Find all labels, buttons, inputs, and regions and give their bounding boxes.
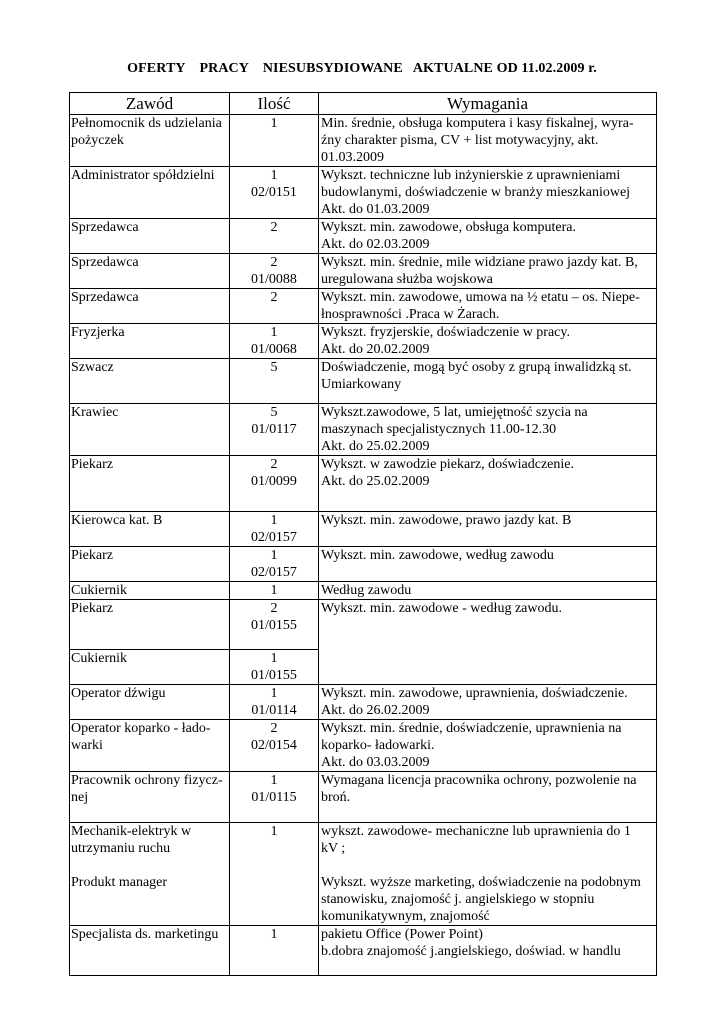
cell-zawod bbox=[70, 404, 230, 456]
cell-wymagania-line: b.dobra znajomość j.angielskiego, doświad. w handlu bbox=[321, 944, 621, 959]
cell-wymagania-line: Wykszt. w zawodzie piekarz, doświadczenie. bbox=[321, 457, 574, 472]
cell-ilosc-line: 2 bbox=[270, 721, 278, 736]
table-row bbox=[70, 115, 657, 167]
cell-ilosc bbox=[230, 582, 319, 600]
cell-zawod bbox=[70, 219, 230, 254]
cell-wymagania-line: Wykszt. min. zawodowe, według zawodu bbox=[321, 548, 554, 563]
cell-wymagania-line: budowlanymi, doświadczenie w branży mieszkaniowej bbox=[321, 185, 631, 200]
cell-zawod-line: utrzymaniu ruchu bbox=[71, 841, 171, 856]
cell-wymagania bbox=[319, 254, 657, 289]
cell-ilosc-line: 01/0155 bbox=[251, 668, 297, 683]
cell-wymagania bbox=[319, 772, 657, 823]
cell-ilosc-line: 01/0117 bbox=[251, 422, 297, 437]
cell-ilosc bbox=[230, 685, 319, 720]
cell-zawod-line: Piekarz bbox=[71, 457, 113, 472]
cell-wymagania-line: Akt. do 25.02.2009 bbox=[321, 474, 430, 489]
header-wymagania: Wymagania bbox=[319, 93, 657, 115]
cell-ilosc bbox=[230, 254, 319, 289]
cell-ilosc-line: 01/0068 bbox=[251, 342, 297, 357]
cell-wymagania-line: Doświadczenie, mogą być osoby z grupą inwalidzką st. bbox=[321, 360, 632, 375]
cell-ilosc-line: 01/0155 bbox=[251, 618, 297, 633]
cell-wymagania-line: komunikatywnym, znajomość bbox=[321, 909, 490, 924]
cell-wymagania bbox=[319, 115, 657, 167]
cell-zawod bbox=[70, 720, 230, 772]
cell-ilosc-line: 2 bbox=[270, 290, 278, 305]
cell-zawod bbox=[70, 324, 230, 359]
cell-wymagania-line: Akt. do 02.03.2009 bbox=[321, 237, 430, 252]
cell-ilosc-line: 1 bbox=[270, 548, 278, 563]
cell-ilosc-line: 1 bbox=[270, 583, 278, 598]
cell-wymagania-line: 01.03.2009 bbox=[321, 150, 384, 165]
cell-ilosc-line: 02/0157 bbox=[251, 565, 297, 580]
cell-zawod bbox=[70, 167, 230, 219]
cell-ilosc bbox=[230, 926, 319, 976]
cell-zawod-line: Cukiernik bbox=[71, 651, 127, 666]
cell-wymagania-line: Wykszt. techniczne lub inżynierskie z uprawnieniami bbox=[321, 168, 621, 183]
cell-ilosc-line: 01/0114 bbox=[251, 703, 297, 718]
cell-wymagania bbox=[319, 404, 657, 456]
cell-wymagania-line: koparko- ładowarki. bbox=[321, 738, 435, 753]
cell-wymagania bbox=[319, 547, 657, 582]
cell-wymagania-line: stanowisku, znajomość j. angielskiego w stopniu bbox=[321, 892, 595, 907]
cell-wymagania-line: Wykszt.zawodowe, 5 lat, umiejętność szycia na bbox=[321, 405, 588, 420]
cell-ilosc-line: 5 bbox=[270, 405, 278, 420]
cell-zawod-line: Fryzjerka bbox=[71, 325, 125, 340]
cell-wymagania-line: Wykszt. min. zawodowe, prawo jazdy kat. B bbox=[321, 513, 572, 528]
table-row bbox=[70, 512, 657, 547]
cell-zawod-line: Pełnomocnik ds udzielania bbox=[71, 116, 222, 131]
cell-wymagania bbox=[319, 289, 657, 324]
cell-ilosc bbox=[230, 289, 319, 324]
cell-wymagania bbox=[319, 167, 657, 219]
cell-wymagania-line: Wykszt. min. zawodowe, uprawnienia, doświadczenie. bbox=[321, 686, 628, 701]
header-zawod: Zawód bbox=[70, 93, 230, 115]
table-row bbox=[70, 167, 657, 219]
cell-ilosc-line: 1 bbox=[270, 686, 278, 701]
header-ilosc: Ilość bbox=[230, 93, 319, 115]
cell-zawod-line: Krawiec bbox=[71, 405, 119, 420]
cell-wymagania bbox=[319, 512, 657, 547]
cell-wymagania bbox=[319, 720, 657, 772]
cell-zawod bbox=[70, 115, 230, 167]
cell-wymagania-line: Wykszt. fryzjerskie, doświadczenie w pracy. bbox=[321, 325, 570, 340]
cell-ilosc bbox=[230, 547, 319, 582]
table-row bbox=[70, 582, 657, 600]
table-row bbox=[70, 772, 657, 823]
cell-ilosc bbox=[230, 359, 319, 404]
table-row bbox=[70, 254, 657, 289]
cell-zawod-line: Cukiernik bbox=[71, 583, 127, 598]
cell-ilosc-line: 1 bbox=[270, 651, 278, 666]
cell-ilosc bbox=[230, 167, 319, 219]
cell-wymagania bbox=[319, 823, 657, 926]
cell-zawod bbox=[70, 512, 230, 547]
cell-ilosc-line: 1 bbox=[270, 824, 278, 839]
cell-zawod bbox=[70, 772, 230, 823]
cell-ilosc bbox=[230, 324, 319, 359]
table-row bbox=[70, 720, 657, 772]
cell-wymagania-line: broń. bbox=[321, 790, 351, 805]
cell-ilosc bbox=[230, 115, 319, 167]
cell-wymagania bbox=[319, 219, 657, 254]
cell-wymagania-line: Wymagana licencja pracownika ochrony, pozwolenie na bbox=[321, 773, 637, 788]
cell-wymagania-line: Wykszt. min. zawodowe, obsługa komputera. bbox=[321, 220, 576, 235]
cell-wymagania-line: Akt. do 25.02.2009 bbox=[321, 439, 430, 454]
cell-ilosc-line: 1 bbox=[270, 168, 278, 183]
cell-wymagania-line: Akt. do 01.03.2009 bbox=[321, 202, 430, 217]
cell-zawod-line: Kierowca kat. B bbox=[71, 513, 163, 528]
cell-wymagania-line: Umiarkowany bbox=[321, 377, 402, 392]
cell-ilosc bbox=[230, 404, 319, 456]
cell-zawod-line: Operator koparko - łado- bbox=[71, 721, 211, 736]
cell-ilosc-line: 1 bbox=[270, 325, 278, 340]
cell-ilosc-line: 02/0151 bbox=[251, 185, 297, 200]
table-row bbox=[70, 359, 657, 404]
cell-ilosc-line: 2 bbox=[270, 220, 278, 235]
cell-wymagania-line: Akt. do 26.02.2009 bbox=[321, 703, 430, 718]
cell-zawod-line: Piekarz bbox=[71, 548, 113, 563]
table-row bbox=[70, 823, 657, 926]
cell-zawod bbox=[70, 823, 230, 926]
cell-wymagania-line: maszynach specjalistycznych 11.00-12.30 bbox=[321, 422, 557, 437]
cell-wymagania-line: kV ; bbox=[321, 841, 346, 856]
cell-zawod-line: warki bbox=[71, 738, 103, 753]
cell-zawod bbox=[70, 359, 230, 404]
document-title: OFERTY PRACY NIESUBSYDIOWANE AKTUALNE OD 11.02.2009 r. bbox=[127, 61, 597, 76]
cell-ilosc-line: 1 bbox=[270, 773, 278, 788]
cell-ilosc-line: 02/0154 bbox=[251, 738, 297, 753]
cell-zawod-line bbox=[71, 857, 228, 874]
cell-wymagania-line: uregulowana służba wojskowa bbox=[321, 272, 493, 287]
cell-wymagania bbox=[319, 324, 657, 359]
table-row bbox=[70, 404, 657, 456]
cell-wymagania-line: Wykszt. min. średnie, mile widziane prawo jazdy kat. B, bbox=[321, 255, 638, 270]
cell-ilosc bbox=[230, 823, 319, 926]
cell-zawod bbox=[70, 547, 230, 582]
cell-wymagania bbox=[319, 926, 657, 976]
table-header-row bbox=[70, 93, 657, 115]
cell-zawod-line: Szwacz bbox=[71, 360, 114, 375]
cell-wymagania bbox=[319, 685, 657, 720]
cell-wymagania-line: Wykszt. wyższe marketing, doświadczenie na podobnym bbox=[321, 875, 641, 890]
table-row bbox=[70, 685, 657, 720]
cell-wymagania-line: Min. średnie, obsługa komputera i kasy fiskalnej, wyra- bbox=[321, 116, 634, 131]
cell-zawod bbox=[70, 926, 230, 976]
table-row bbox=[70, 926, 657, 976]
cell-wymagania bbox=[319, 359, 657, 404]
cell-zawod-line: Produkt manager bbox=[71, 875, 168, 890]
cell-wymagania-line: Akt. do 03.03.2009 bbox=[321, 755, 430, 770]
cell-wymagania-line: Według zawodu bbox=[321, 583, 412, 598]
job-offers-table bbox=[69, 92, 657, 976]
table-row bbox=[70, 289, 657, 324]
cell-wymagania-line: Wykszt. min. zawodowe - według zawodu. bbox=[321, 601, 562, 616]
table-row bbox=[70, 324, 657, 359]
cell-wymagania-line: Wykszt. min. średnie, doświadczenie, uprawnienia na bbox=[321, 721, 622, 736]
cell-zawod bbox=[70, 254, 230, 289]
table-row bbox=[70, 600, 657, 650]
cell-ilosc-line: 2 bbox=[270, 457, 278, 472]
cell-wymagania-line: łnosprawności .Praca w Żarach. bbox=[321, 307, 500, 322]
cell-wymagania-line: Wykszt. min. zawodowe, umowa na ½ etatu – os. Niepe- bbox=[321, 290, 640, 305]
cell-ilosc-line: 2 bbox=[270, 601, 278, 616]
cell-zawod bbox=[70, 456, 230, 512]
table-row bbox=[70, 456, 657, 512]
cell-ilosc bbox=[230, 600, 319, 650]
cell-ilosc-line: 5 bbox=[270, 360, 278, 375]
cell-zawod bbox=[70, 650, 230, 685]
cell-zawod-line: Operator dźwigu bbox=[71, 686, 166, 701]
cell-ilosc-line: 01/0115 bbox=[251, 790, 297, 805]
cell-ilosc bbox=[230, 650, 319, 685]
cell-zawod-line: Mechanik-elektryk w bbox=[71, 824, 192, 839]
cell-wymagania-line bbox=[321, 857, 655, 874]
cell-zawod-line: Sprzedawca bbox=[71, 220, 139, 235]
cell-zawod bbox=[70, 685, 230, 720]
cell-zawod bbox=[70, 582, 230, 600]
cell-wymagania bbox=[319, 456, 657, 512]
cell-ilosc bbox=[230, 456, 319, 512]
cell-ilosc-line: 1 bbox=[270, 927, 278, 942]
cell-zawod-line: Administrator spółdzielni bbox=[71, 168, 215, 183]
cell-ilosc-line: 01/0099 bbox=[251, 474, 297, 489]
table-row bbox=[70, 547, 657, 582]
cell-wymagania-line: źny charakter pisma, CV + list motywacyjny, akt. bbox=[321, 133, 599, 148]
cell-zawod-line: Piekarz bbox=[71, 601, 113, 616]
cell-zawod bbox=[70, 289, 230, 324]
cell-ilosc-line: 01/0088 bbox=[251, 272, 297, 287]
cell-ilosc-line: 1 bbox=[270, 513, 278, 528]
cell-ilosc-line: 1 bbox=[270, 116, 278, 131]
cell-wymagania-line: wykszt. zawodowe- mechaniczne lub uprawnienia do 1 bbox=[321, 824, 631, 839]
cell-ilosc bbox=[230, 772, 319, 823]
cell-wymagania-line: pakietu Office (Power Point) bbox=[321, 927, 483, 942]
cell-zawod-line: Sprzedawca bbox=[71, 255, 139, 270]
cell-ilosc-line: 2 bbox=[270, 255, 278, 270]
cell-zawod-line: nej bbox=[71, 790, 89, 805]
cell-ilosc-line: 02/0157 bbox=[251, 530, 297, 545]
cell-wymagania-line: Akt. do 20.02.2009 bbox=[321, 342, 430, 357]
cell-zawod-line: Specjalista ds. marketingu bbox=[71, 927, 219, 942]
table-row bbox=[70, 219, 657, 254]
cell-zawod bbox=[70, 600, 230, 650]
cell-ilosc bbox=[230, 512, 319, 547]
cell-ilosc bbox=[230, 720, 319, 772]
cell-zawod-line: Pracownik ochrony fizycz- bbox=[71, 773, 223, 788]
cell-wymagania bbox=[319, 600, 657, 685]
cell-wymagania bbox=[319, 582, 657, 600]
cell-zawod-line: Sprzedawca bbox=[71, 290, 139, 305]
cell-zawod-line: pożyczek bbox=[71, 133, 124, 148]
cell-ilosc bbox=[230, 219, 319, 254]
